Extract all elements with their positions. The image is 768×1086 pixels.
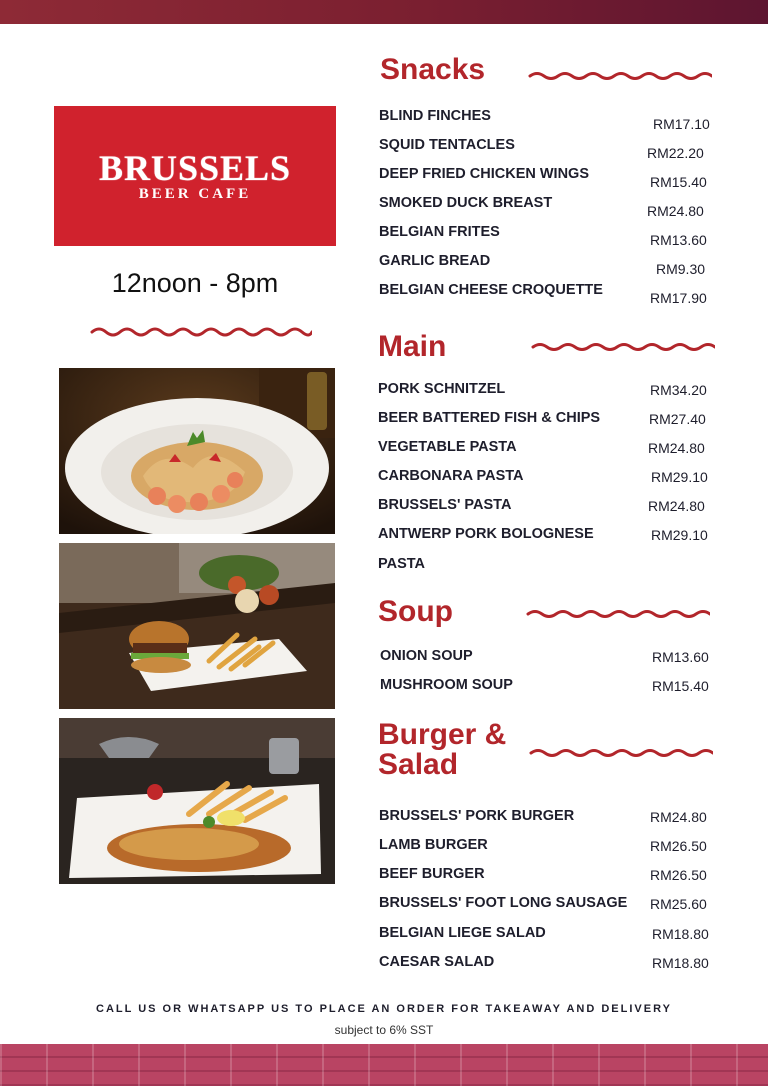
menu-item-price: RM24.80 xyxy=(648,440,705,456)
brand-name: BRUSSELS xyxy=(98,148,292,188)
menu-item-price: RM22.20 xyxy=(647,145,704,161)
bottom-banner xyxy=(0,1044,768,1086)
section-title-soup: Soup xyxy=(378,595,453,628)
divider-wave-burger xyxy=(529,746,713,760)
menu-item-price: RM25.60 xyxy=(650,896,707,912)
menu-item-name: BELGIAN FRITES xyxy=(379,224,500,240)
menu-item-name: PORK SCHNITZEL xyxy=(378,381,506,397)
photo-pasta-dish xyxy=(59,368,335,534)
menu-item-name: BEER BATTERED FISH & CHIPS xyxy=(378,410,601,426)
menu-item-price: RM13.60 xyxy=(652,649,709,665)
photo-burger-and-fries xyxy=(59,543,335,709)
section-title-burger-line1: Burger & xyxy=(378,718,507,751)
section-title-main: Main xyxy=(378,330,447,363)
divider-wave-main xyxy=(531,340,715,354)
menu-item-name: DEEP FRIED CHICKEN WINGS xyxy=(379,166,590,182)
section-title-snacks: Snacks xyxy=(380,53,486,86)
menu-item-name: CAESAR SALAD xyxy=(379,954,495,970)
menu-item-price: RM29.10 xyxy=(651,469,708,485)
menu-item-price: RM17.10 xyxy=(653,116,710,132)
menu-item-price: RM24.80 xyxy=(650,809,707,825)
menu-item-name: BRUSSELS' PORK BURGER xyxy=(379,808,575,824)
menu-item-name: BRUSSELS' FOOT LONG SAUSAGE xyxy=(379,895,628,911)
menu-item-name: BRUSSELS' PASTA xyxy=(378,497,512,513)
section-title-burger-line2: Salad xyxy=(378,748,459,781)
menu-item-price: RM26.50 xyxy=(650,838,707,854)
menu-item-name: LAMB BURGER xyxy=(379,837,488,853)
menu-item-name: ONION SOUP xyxy=(380,648,473,664)
divider-wave-left xyxy=(90,324,312,340)
menu-item-name: BELGIAN LIEGE SALAD xyxy=(379,925,546,941)
menu-item-price: RM24.80 xyxy=(648,498,705,514)
menu-item-price: RM17.90 xyxy=(650,290,707,306)
menu-item-name: BEEF BURGER xyxy=(379,866,485,882)
menu-item-price: RM26.50 xyxy=(650,867,707,883)
menu-item-name: BLIND FINCHES xyxy=(379,108,491,124)
menu-item-name: SMOKED DUCK BREAST xyxy=(379,195,553,211)
menu-item-name-continued: PASTA xyxy=(378,556,425,572)
menu-item-name: VEGETABLE PASTA xyxy=(378,439,517,455)
menu-item-price: RM18.80 xyxy=(652,955,709,971)
menu-item-price: RM15.40 xyxy=(652,678,709,694)
menu-item-name: BELGIAN CHEESE CROQUETTE xyxy=(379,282,603,298)
menu-item-name: GARLIC BREAD xyxy=(379,253,491,269)
order-call-to-action: CALL US OR WHATSAPP US TO PLACE AN ORDER FOR TAKEAWAY AND DELIVERY xyxy=(96,1003,672,1015)
menu-item-price: RM18.80 xyxy=(652,926,709,942)
menu-item-price: RM34.20 xyxy=(650,382,707,398)
menu-item-name: CARBONARA PASTA xyxy=(378,468,524,484)
menu-item-name: MUSHROOM SOUP xyxy=(380,677,513,693)
brand-logo xyxy=(54,106,336,246)
tax-note: subject to 6% SST xyxy=(334,1023,434,1037)
menu-item-price: RM15.40 xyxy=(650,174,707,190)
menu-item-price: RM24.80 xyxy=(647,203,704,219)
photo-schnitzel-and-fries xyxy=(59,718,335,884)
opening-hours: 12noon - 8pm xyxy=(111,268,279,298)
top-banner xyxy=(0,0,768,24)
menu-item-price: RM13.60 xyxy=(650,232,707,248)
menu-item-name: ANTWERP PORK BOLOGNESE xyxy=(378,526,594,542)
brand-tagline: BEER CAFE xyxy=(138,186,252,202)
menu-item-price: RM29.10 xyxy=(651,527,708,543)
divider-wave-soup xyxy=(526,607,710,621)
menu-item-price: RM27.40 xyxy=(649,411,706,427)
divider-wave-snacks xyxy=(528,69,712,83)
menu-item-name: SQUID TENTACLES xyxy=(379,137,515,153)
menu-item-price: RM9.30 xyxy=(656,261,706,277)
